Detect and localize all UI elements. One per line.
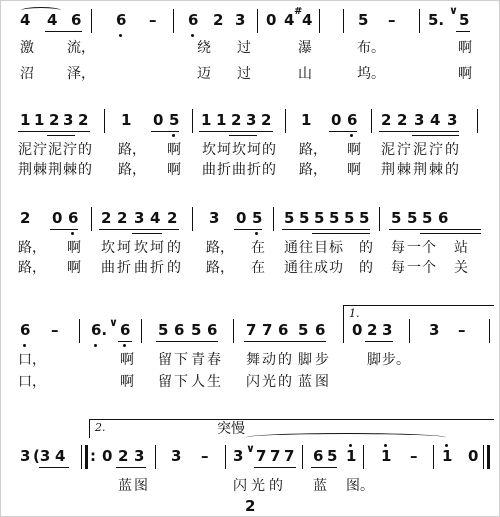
lyric: 泥 [381, 142, 395, 158]
lyric: 标 [329, 240, 343, 256]
lyric: 图 [134, 478, 148, 494]
sharp-sign: # [294, 6, 303, 17]
note: 4 [430, 111, 441, 129]
lyric: 荆 [48, 162, 62, 178]
lyric: 泞 [33, 142, 47, 158]
lyric: 的 [278, 352, 292, 368]
note: 5 [284, 209, 295, 227]
barline [173, 9, 174, 33]
barline [343, 9, 344, 33]
underline [116, 467, 146, 468]
barline [371, 109, 372, 133]
note: 3 [20, 447, 31, 465]
lyric: 个 [422, 260, 436, 276]
lyric: 泞 [397, 142, 411, 158]
underline [229, 135, 257, 136]
note: 7 [262, 321, 273, 339]
lyric: 沼 [20, 66, 34, 82]
page-number: 2 [245, 497, 256, 515]
volta-label-1: 1. [349, 307, 360, 320]
lyric: 的 [445, 142, 459, 158]
lyric: 目 [314, 240, 328, 256]
note: 3 [447, 111, 458, 129]
underline [45, 31, 82, 32]
lyric: 棘 [397, 162, 411, 178]
note: 5. [428, 11, 445, 29]
note: 5 [358, 11, 369, 29]
lyric: 路， [299, 142, 327, 158]
lyric: 激 [20, 40, 34, 56]
barline [79, 319, 80, 343]
lyric: 啊 [167, 142, 181, 158]
lyric: 坷 [150, 240, 164, 256]
barline [104, 109, 105, 133]
underline [99, 229, 179, 230]
lyric: 路， [118, 162, 146, 178]
lyric: 曲 [134, 260, 148, 276]
note: 3 [171, 447, 182, 465]
lyric: 路， [206, 260, 234, 276]
note: 0 [102, 447, 113, 465]
lyric: 的 [262, 162, 276, 178]
note: 6 [188, 11, 199, 29]
tie-arc [246, 433, 446, 442]
lyric: 啊 [67, 240, 81, 256]
note: 5 [459, 11, 470, 29]
lyric: 每 [391, 240, 405, 256]
lyric: 春 [207, 352, 221, 368]
barline [433, 445, 434, 469]
note: – [388, 11, 396, 29]
lyric: 在 [251, 260, 265, 276]
barline [273, 207, 274, 231]
barline [285, 109, 286, 133]
note: – [201, 447, 209, 465]
low-dot [119, 34, 122, 37]
low-dot [94, 344, 97, 347]
lyric: 路， [299, 162, 327, 178]
underline [365, 341, 393, 342]
lyric: 脚 [367, 352, 381, 368]
underline [156, 341, 218, 342]
lyric: 迈 [197, 66, 211, 82]
note: 3 [63, 111, 74, 129]
lyric: 过 [237, 66, 251, 82]
lyric: 下 [174, 352, 188, 368]
lyric: 曲 [101, 260, 115, 276]
barline [141, 319, 142, 343]
lyric: 人 [191, 374, 205, 390]
note: 6 [68, 209, 79, 227]
lyric: 坷 [217, 142, 231, 158]
barline [257, 9, 258, 33]
note: 5 [391, 209, 402, 227]
lyric: 啊 [120, 374, 134, 390]
note: 0 [236, 209, 247, 227]
lyric: 口， [18, 374, 46, 390]
note: 7 [246, 321, 257, 339]
low-dot [350, 134, 353, 137]
barline [477, 109, 478, 133]
barline [192, 109, 193, 133]
note: 5 [191, 321, 202, 339]
lyric: 啊 [347, 142, 361, 158]
note: 7 [270, 447, 281, 465]
lyric: 折 [117, 260, 131, 276]
lyric: 的 [262, 142, 276, 158]
lyric: 在 [251, 240, 265, 256]
lyric: 荆 [381, 162, 395, 178]
lyric: 动 [262, 352, 276, 368]
underline [420, 233, 481, 234]
note: 1 [20, 111, 31, 129]
low-dot [23, 344, 26, 347]
note: 0 [52, 209, 63, 227]
note: 5 [169, 111, 180, 129]
lyric: 坎 [134, 240, 148, 256]
note: (3 [33, 447, 51, 465]
underline [254, 467, 296, 468]
underline [50, 229, 78, 230]
final-barline [487, 445, 490, 469]
lyric: 流， [67, 40, 95, 56]
underline [132, 233, 162, 234]
note: 2 [231, 111, 242, 129]
lyric: 青 [191, 352, 205, 368]
barline [489, 319, 490, 343]
lyric: 的 [269, 478, 283, 494]
lyric: 泞 [429, 142, 443, 158]
note: 4 [302, 11, 313, 29]
lyric: 蓝 [118, 478, 132, 494]
lyric: 蓝 [298, 374, 312, 390]
lyric: 坎 [101, 240, 115, 256]
underline [234, 229, 262, 230]
barline [91, 9, 92, 33]
lyric: 棘 [63, 162, 77, 178]
lyric: 的 [359, 260, 373, 276]
lyric: 瀑 [298, 40, 312, 56]
lyric: 步。 [382, 352, 410, 368]
note: – [458, 321, 466, 339]
note: 5 [329, 209, 340, 227]
barline [319, 9, 320, 33]
lyric: 一 [407, 260, 421, 276]
barline [363, 445, 364, 469]
note: 2 [20, 209, 31, 227]
lyric: 山 [298, 66, 312, 82]
note: 5 [359, 209, 370, 227]
high-dot [384, 444, 387, 447]
lyric: 棘 [429, 162, 443, 178]
note: 2 [101, 209, 112, 227]
underline [18, 131, 90, 132]
lyric: 步 [315, 352, 329, 368]
note: 0 [331, 111, 342, 129]
note: 3 [233, 447, 244, 465]
lyric: 图 [315, 374, 329, 390]
note: 6 [438, 209, 449, 227]
repeat-barline [85, 445, 88, 469]
note: 7 [256, 447, 267, 465]
note: 6 [174, 321, 185, 339]
underline [47, 135, 75, 136]
note: 4 [20, 11, 31, 29]
lyric: 关 [454, 260, 468, 276]
low-dot [123, 344, 126, 347]
underline [151, 131, 179, 132]
barline [302, 445, 303, 469]
note: 0 [266, 11, 277, 29]
note: – [51, 321, 59, 339]
note: 1 [121, 111, 132, 129]
underline [282, 229, 370, 230]
note: – [410, 447, 418, 465]
note: 4 [55, 447, 66, 465]
lyric: 折 [247, 162, 261, 178]
underline [244, 341, 326, 342]
lyric: 蓝 [313, 478, 327, 494]
lyric: 坷 [117, 240, 131, 256]
barline [483, 445, 484, 469]
lyric: 泥 [18, 142, 32, 158]
lyric: 的 [445, 162, 459, 178]
lyric: 过 [237, 40, 251, 56]
lyric: 往 [299, 240, 313, 256]
note: 0 [468, 447, 479, 465]
lyric: 坞。 [357, 66, 385, 82]
lyric: 啊 [347, 162, 361, 178]
lyric: 折 [217, 162, 231, 178]
lyric: 生 [207, 374, 221, 390]
note: 6 [71, 11, 82, 29]
breath-mark: ∨ [109, 316, 118, 329]
note: 1 [201, 111, 212, 129]
underline [312, 233, 370, 234]
note: 4 [47, 11, 58, 29]
note: 3 [246, 111, 257, 129]
lyric: 通 [284, 240, 298, 256]
note: 5 [252, 209, 263, 227]
lyric: 啊 [167, 162, 181, 178]
lyric: 路， [206, 240, 234, 256]
lyric: 舞 [246, 352, 260, 368]
underline [389, 229, 481, 230]
lyric: 啊 [458, 40, 472, 56]
lyric: 坎 [202, 142, 216, 158]
high-dot [349, 444, 352, 447]
low-dot [255, 232, 258, 235]
note: 3 [235, 11, 246, 29]
note: 6 [207, 321, 218, 339]
note: 3 [382, 321, 393, 339]
note: 5 [299, 209, 310, 227]
low-dot [71, 232, 74, 235]
volta-label-2: 2. [95, 421, 106, 434]
lyric: 的 [359, 240, 373, 256]
lyric: 图。 [346, 478, 374, 494]
barline [91, 207, 92, 231]
note: 6 [278, 321, 289, 339]
note: – [149, 11, 157, 29]
note: 6 [116, 11, 127, 29]
note: 2 [167, 209, 178, 227]
underline [199, 131, 273, 132]
barline [225, 445, 226, 469]
note: 5 [314, 209, 325, 227]
lyric: 光 [251, 478, 265, 494]
barline [233, 319, 234, 343]
lyric: 路， [18, 240, 46, 256]
barline [379, 207, 380, 231]
lyric: 功 [329, 260, 343, 276]
note: 6 [315, 321, 326, 339]
note: 5 [327, 447, 338, 465]
low-dot [191, 34, 194, 37]
lyric: 布。 [357, 40, 385, 56]
note: 1 [34, 111, 45, 129]
lyric: 荆 [413, 162, 427, 178]
note: 2 [397, 111, 408, 129]
lyric: 的 [278, 374, 292, 390]
lyric: 通 [284, 260, 298, 276]
breath-mark: ∨ [246, 442, 255, 455]
lyric: 棘 [33, 162, 47, 178]
note: 3 [134, 447, 145, 465]
lyric: 坎 [232, 142, 246, 158]
lyric: 泥 [413, 142, 427, 158]
barline [81, 445, 82, 469]
lyric: 成 [314, 260, 328, 276]
lyric: 个 [422, 240, 436, 256]
note: 1 [346, 447, 357, 465]
note: 2 [213, 11, 224, 29]
note: 5 [298, 321, 309, 339]
lyric: 留 [158, 352, 172, 368]
lyric: 的 [167, 240, 181, 256]
note: 2 [49, 111, 60, 129]
slur [21, 7, 61, 14]
volta-bracket-1 [343, 305, 494, 324]
lyric: 荆 [18, 162, 32, 178]
note: 2 [367, 321, 378, 339]
note: 2 [78, 111, 89, 129]
lyric: 啊 [120, 352, 134, 368]
note: 3 [209, 209, 220, 227]
note: 1 [442, 447, 453, 465]
note: 4 [150, 209, 161, 227]
underline [39, 467, 69, 468]
lyric: 下 [174, 374, 188, 390]
repeat-dots: : [90, 447, 96, 465]
lyric: 光 [262, 374, 276, 390]
lyric: 闪 [233, 478, 247, 494]
note: 4 [284, 11, 295, 29]
note: 3 [429, 321, 440, 339]
tempo-mark: 突慢 [217, 421, 245, 437]
note: 0 [153, 111, 164, 129]
lyric: 每 [391, 260, 405, 276]
low-dot [172, 134, 175, 137]
note: 1 [301, 111, 312, 129]
lyric: 泞 [63, 142, 77, 158]
lyric: 路， [118, 142, 146, 158]
underline [311, 467, 337, 468]
lyric: 一 [407, 240, 421, 256]
lyric: 折 [150, 260, 164, 276]
underline [412, 135, 459, 136]
lyric: 泥 [48, 142, 62, 158]
note: 2 [117, 209, 128, 227]
lyric: 的 [78, 162, 92, 178]
note: 5 [407, 209, 418, 227]
note: 1 [381, 447, 392, 465]
note: 2 [261, 111, 272, 129]
lyric: 绕 [197, 40, 211, 56]
lyric: 的 [78, 142, 92, 158]
note: 5 [158, 321, 169, 339]
lyric: 啊 [67, 260, 81, 276]
barline [343, 319, 344, 343]
lyric: 路， [18, 260, 46, 276]
underline [379, 131, 459, 132]
note: 6 [347, 111, 358, 129]
lyric: 曲 [232, 162, 246, 178]
note: 0 [352, 321, 363, 339]
note: 7 [284, 447, 295, 465]
note: 6 [120, 321, 131, 339]
lyric: 啊 [458, 66, 472, 82]
lyric: 的 [167, 260, 181, 276]
barline [192, 207, 193, 231]
lyric: 坷 [247, 142, 261, 158]
note: 2 [381, 111, 392, 129]
note: 6. [91, 321, 108, 339]
breath-mark: ∨ [449, 4, 458, 17]
lyric: 脚 [298, 352, 312, 368]
barline [409, 319, 410, 343]
note: 2 [118, 447, 129, 465]
high-dot [445, 444, 448, 447]
lyric: 泽， [67, 66, 95, 82]
lyric: 口， [18, 352, 46, 368]
underline [456, 31, 470, 32]
barline [155, 445, 156, 469]
lyric: 留 [158, 374, 172, 390]
note: 5 [344, 209, 355, 227]
note: 5 [422, 209, 433, 227]
lyric: 曲 [202, 162, 216, 178]
note: 6 [313, 447, 324, 465]
underline [118, 341, 132, 342]
note: 3 [134, 209, 145, 227]
note: 3 [414, 111, 425, 129]
lyric: 闪 [246, 374, 260, 390]
underline [329, 131, 357, 132]
note: 6 [20, 321, 31, 339]
lyric: 往 [299, 260, 313, 276]
lyric: 站 [454, 240, 468, 256]
note: 1 [216, 111, 227, 129]
barline [419, 9, 420, 33]
